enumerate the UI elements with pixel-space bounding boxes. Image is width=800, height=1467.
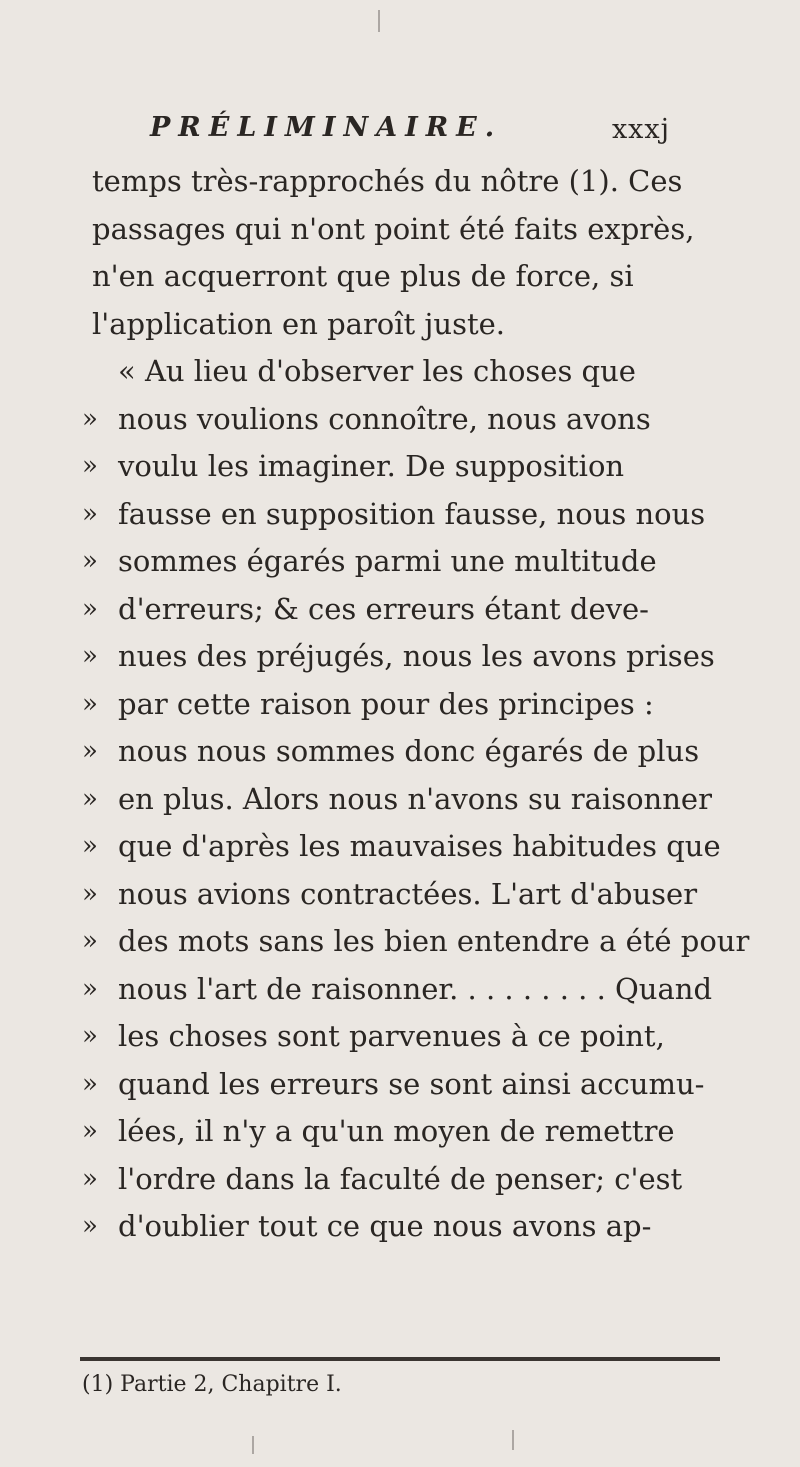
line-text: fausse en supposition fausse, nous nous xyxy=(118,496,706,531)
line-text: nous avions contractées. L'art d'abuser xyxy=(118,876,698,911)
quotation-mark: » xyxy=(82,1163,98,1194)
quotation-mark: » xyxy=(82,878,98,909)
text-line xyxy=(82,633,715,681)
text-line xyxy=(82,348,672,396)
quotation-mark: » xyxy=(82,831,98,861)
line-text: par cette raison pour des principes : xyxy=(118,686,654,721)
text-line xyxy=(82,1061,705,1109)
quotation-mark: » xyxy=(82,593,98,624)
text-line xyxy=(82,301,672,349)
page-header xyxy=(150,112,670,158)
footnote-rule xyxy=(80,1357,720,1361)
text-line xyxy=(82,253,672,301)
line-text: temps très-rapprochés du nôtre (1). Ces xyxy=(92,164,683,198)
text-line xyxy=(82,538,672,586)
line-text: que d'après les mauvaises habitudes que xyxy=(118,829,721,863)
paper-mark xyxy=(512,1430,514,1450)
line-text: l'ordre dans la faculté de penser; c'est xyxy=(118,1161,683,1196)
line-text: l'application en paroît juste. xyxy=(92,306,505,341)
quotation-mark: » xyxy=(82,403,98,434)
paper-mark xyxy=(252,1436,254,1454)
text-line xyxy=(82,491,706,539)
text-line xyxy=(82,1156,683,1204)
text-line xyxy=(82,823,721,871)
running-head: PRÉLIMINAIRE. xyxy=(150,112,503,143)
text-line xyxy=(82,776,712,824)
quotation-mark: » xyxy=(82,1116,98,1146)
text-line xyxy=(82,918,750,966)
text-line xyxy=(82,871,698,919)
text-line xyxy=(82,206,695,254)
quotation-mark: » xyxy=(82,736,98,766)
text-line xyxy=(82,1108,675,1156)
paper-mark xyxy=(378,10,380,32)
line-text: d'oublier tout ce que nous avons ap- xyxy=(118,1209,652,1243)
text-line xyxy=(82,1203,672,1251)
quotation-mark: » xyxy=(82,688,98,719)
quotation-mark: » xyxy=(82,926,98,956)
quotation-mark: » xyxy=(82,1211,98,1241)
line-text: nous nous sommes donc égarés de plus xyxy=(118,734,700,768)
text-line xyxy=(82,396,672,444)
line-text: d'erreurs; & ces erreurs étant deve- xyxy=(118,591,649,626)
text-line xyxy=(82,158,683,206)
quotation-mark: » xyxy=(82,451,98,481)
line-text: lées, il n'y a qu'un moyen de remettre xyxy=(118,1114,675,1148)
line-text: n'en acquerront que plus de force, si xyxy=(92,259,634,293)
text-line xyxy=(82,1013,672,1061)
line-text: nous voulions connoître, nous avons xyxy=(118,401,651,436)
quotation-mark: » xyxy=(82,1021,98,1051)
line-text: « Au lieu d'observer les choses que xyxy=(118,354,636,388)
line-text: en plus. Alors nous n'avons su raisonner xyxy=(118,781,712,816)
quotation-mark: » xyxy=(82,641,98,671)
quotation-mark: » xyxy=(82,973,98,1004)
quotation-mark: » xyxy=(82,1068,98,1099)
line-text: sommes égarés parmi une multitude xyxy=(118,544,657,578)
body-text xyxy=(82,158,750,1251)
footnote: (1) Partie 2, Chapitre I. xyxy=(82,1372,342,1397)
quotation-mark: » xyxy=(82,546,98,576)
text-line xyxy=(82,728,700,776)
quotation-mark: » xyxy=(82,498,98,529)
text-line xyxy=(82,681,672,729)
line-text: voulu les imaginer. De supposition xyxy=(118,449,625,483)
page-number: xxxj xyxy=(611,114,670,145)
line-text: passages qui n'ont point été faits exprès, xyxy=(92,211,695,246)
text-line xyxy=(82,443,672,491)
line-text: nous l'art de raisonner. . . . . . . . . Quand xyxy=(118,971,713,1006)
text-line xyxy=(82,586,672,634)
text-line xyxy=(82,966,713,1014)
line-text: quand les erreurs se sont ainsi accumu- xyxy=(118,1066,705,1101)
line-text: des mots sans les bien entendre a été pour xyxy=(118,924,750,958)
line-text: les choses sont parvenues à ce point, xyxy=(118,1019,665,1053)
line-text: nues des préjugés, nous les avons prises xyxy=(118,639,715,673)
quotation-mark: » xyxy=(82,783,98,814)
